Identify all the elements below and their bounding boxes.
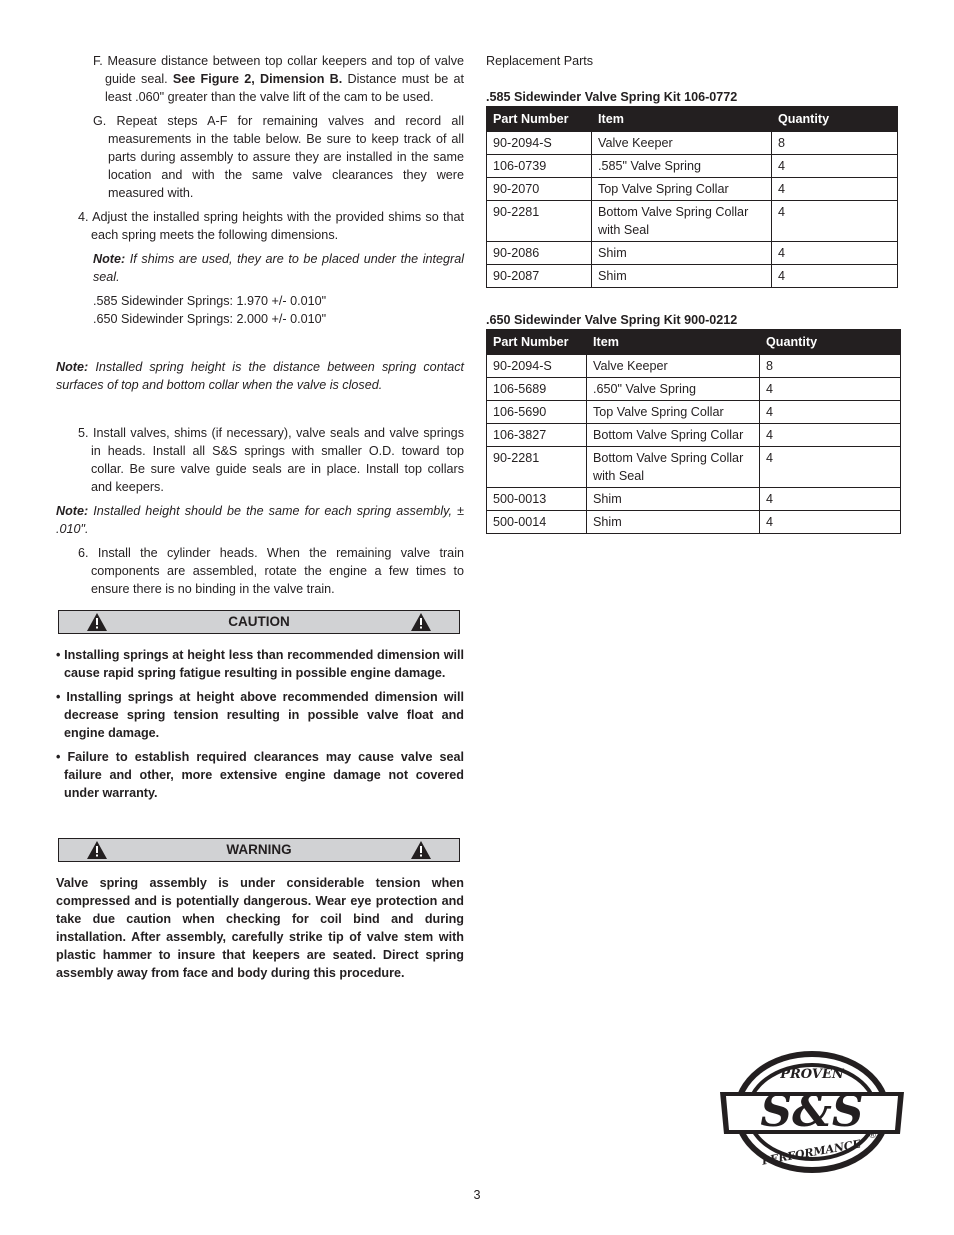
table-row [487,511,901,534]
warning-bar [58,838,460,862]
kit1-table [486,106,898,288]
kit2-table [486,329,901,534]
caution-bar [58,610,460,634]
column-header: Quantity [760,330,901,355]
column-header: Item [592,107,772,132]
quantity-cell: 4 [760,511,901,534]
item-cell: Bottom Valve Spring Collar [587,424,760,447]
column-header: Part Number [487,330,587,355]
quantity-cell: 8 [772,132,898,155]
column-header: Item [587,330,760,355]
item-cell: Shim [587,511,760,534]
caution-label: CAUTION [228,614,290,629]
logo-main-text: S&S [760,1086,864,1137]
table-row [487,401,901,424]
column-header: Part Number [487,107,592,132]
item-cell: Shim [592,265,772,288]
part-number-cell: 90-2281 [487,201,592,242]
left-column [56,52,464,982]
warning-triangle-icon [411,841,431,859]
part-number-cell: 106-3827 [487,424,587,447]
right-column [486,52,901,534]
spec-585: .585 Sidewinder Springs: 1.970 +/- 0.010" [93,294,327,308]
quantity-cell: 4 [772,242,898,265]
item-cell: Valve Keeper [587,355,760,378]
item-cell: Top Valve Spring Collar [587,401,760,424]
part-number-cell: 90-2281 [487,447,587,488]
step-f: F. Measure distance between top collar keepers and top of valve guide seal. See Figure 2, Dimension B. Distance must be at least .060" greater than the valve lift of the cam to be used. [93,54,464,104]
note-same-height: Note: Installed height should be the same for each spring assembly, ± .010". [56,504,464,536]
quantity-cell: 4 [760,488,901,511]
item-cell: Shim [587,488,760,511]
part-number-cell: 90-2070 [487,178,592,201]
quantity-cell: 4 [760,401,901,424]
page-number: 3 [473,1188,481,1202]
ss-performance-logo [716,1048,908,1176]
caution-item: • Failure to establish required clearances may cause valve seal failure and other, more extensive engine damage not covered under warranty. [56,750,464,800]
note-shims: Note: If shims are used, they are to be placed under the integral seal. [93,252,464,284]
step-6: 6. Install the cylinder heads. When the remaining valve train components are assembled, rotate the engine a few times to ensure there is no binding in the valve train. [78,546,464,596]
kit1-title: .585 Sidewinder Valve Spring Kit 106-0772 [486,90,738,104]
table-row [487,355,901,378]
item-cell: Bottom Valve Spring Collar with Seal [587,447,760,488]
caution-item: • Installing springs at height above recommended dimension will decrease spring tension resulting in possible valve float and engine damage. [56,690,464,740]
logo-bottom-text: PERFORMANCE [760,1137,862,1168]
item-cell: Valve Keeper [592,132,772,155]
spec-650: .650 Sidewinder Springs: 2.000 +/- 0.010" [93,312,327,326]
part-number-cell: 106-5690 [487,401,587,424]
kit2-title: .650 Sidewinder Valve Spring Kit 900-0212 [486,313,738,327]
table-row [487,447,901,488]
item-cell: Bottom Valve Spring Collar with Seal [592,201,772,242]
table-header-row [487,107,898,132]
column-header: Quantity [772,107,898,132]
table-row [487,424,901,447]
table-header-row [487,330,901,355]
part-number-cell: 90-2087 [487,265,592,288]
quantity-cell: 4 [760,378,901,401]
part-number-cell: 500-0013 [487,488,587,511]
part-number-cell: 500-0014 [487,511,587,534]
part-number-cell: 90-2094-S [487,355,587,378]
item-cell: Top Valve Spring Collar [592,178,772,201]
quantity-cell: 4 [772,178,898,201]
quantity-cell: 4 [760,424,901,447]
step-5: 5. Install valves, shims (if necessary), valve seals and valve springs in heads. Install all S&S springs with smaller O.D. toward top collar. Be sure valve guide seals are in place. Install top collars and keepers. [78,426,464,494]
note-installed-height: Note: Installed spring height is the distance between spring contact surfaces of top and bottom collar when the valve is closed. [56,360,464,392]
quantity-cell: 4 [772,265,898,288]
part-number-cell: 90-2094-S [487,132,592,155]
registered-mark: ® [868,1131,877,1141]
item-cell: .585" Valve Spring [592,155,772,178]
replacement-parts-heading: Replacement Parts [486,54,594,68]
table-row [487,155,898,178]
warning-triangle-icon [411,613,431,631]
quantity-cell: 4 [760,447,901,488]
quantity-cell: 4 [772,201,898,242]
quantity-cell: 4 [772,155,898,178]
table-row [487,178,898,201]
part-number-cell: 106-5689 [487,378,587,401]
table-row [487,488,901,511]
table-row [487,201,898,242]
part-number-cell: 90-2086 [487,242,592,265]
warning-text: Valve spring assembly is under considerable tension when compressed and is potentially dangerous. Wear eye protection and take due caution when checking for coil bind and during installation. After assembly, carefully strike tip of valve stem with plastic hammer to insure that keepers are seated. Direct spring assembly away from face and body during this procedure. [56,876,464,980]
table-row [487,132,898,155]
step-4: 4. Adjust the installed spring heights with the provided shims so that each spring meets the following dimensions. [78,210,464,242]
logo-top-text: PROVEN [780,1067,844,1082]
quantity-cell: 8 [760,355,901,378]
table-row [487,242,898,265]
table-row [487,378,901,401]
warning-triangle-icon [87,841,107,859]
warning-label: WARNING [226,842,292,857]
table-row [487,265,898,288]
step-g: G. Repeat steps A-F for remaining valves and record all measurements in the table below. Be sure to keep track of all parts during assembly to assure they are installed in the same location and with the same valve clearances they were measured with. [93,114,464,200]
part-number-cell: 106-0739 [487,155,592,178]
caution-item: • Installing springs at height less than recommended dimension will cause rapid spring fatigue resulting in possible engine damage. [56,648,464,680]
item-cell: .650" Valve Spring [587,378,760,401]
warning-triangle-icon [87,613,107,631]
item-cell: Shim [592,242,772,265]
